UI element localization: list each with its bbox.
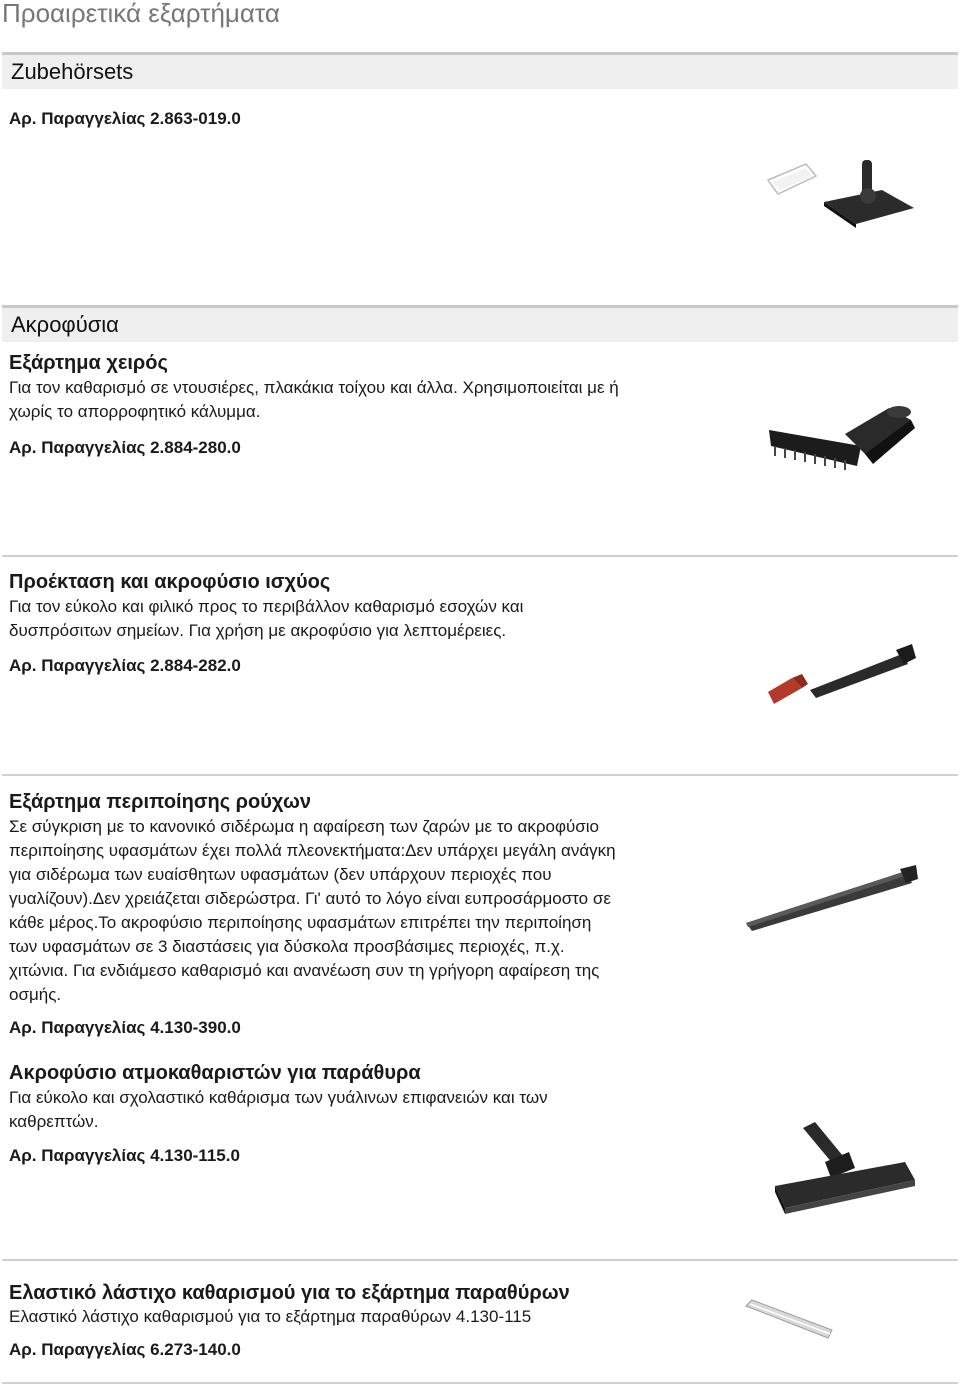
section-heading-accessory-sets: Zubehörsets [2, 52, 958, 89]
order-number: Αρ. Παραγγελίας 2.884-282.0 [9, 656, 241, 675]
power-nozzle-extension-icon [762, 640, 922, 710]
hand-brush-nozzle-icon [765, 400, 925, 500]
order-number: Αρ. Παραγγελίας 2.863-019.0 [9, 109, 241, 128]
item-description-line: κάθε μέρος.Το ακροφύσιο περιποίησης υφασμάτων επιτρέπει την περιποίηση [9, 913, 592, 932]
item-description-line: Για εύκολο και σχολαστικό καθάρισμα των γυάλινων επιφανειών και των [9, 1088, 548, 1107]
item-title: Εξάρτημα περιποίησης ρούχων [9, 791, 312, 813]
item-description-line: Για τον εύκολο και φιλικό προς το περιβάλλον καθαρισμό εσοχών και [9, 597, 524, 616]
order-number: Αρ. Παραγγελίας 4.130-390.0 [9, 1018, 241, 1037]
item-description-line: οσμής. [9, 985, 62, 1004]
order-number: Αρ. Παραγγελίας 2.884-280.0 [9, 438, 241, 457]
item-description-line: Ελαστικό λάστιχο καθαρισμού για το εξάρτημα παραθύρων 4.130-115 [9, 1307, 532, 1326]
item-description-line: χιτώνια. Για ενδιάμεσο καθαρισμό και ανανέωση συν τη γρήγορη αφαίρεση της [9, 961, 600, 980]
item-description-line: δυσπρόσιτων σημείων. Για χρήση με ακροφύσιο για λεπτομέρειες. [9, 621, 507, 640]
divider [2, 1259, 958, 1261]
item-description-line: Σε σύγκριση με το κανονικό σιδέρωμα η αφαίρεση των ζαρών με το ακροφύσιο [9, 817, 600, 836]
item-title: Εξάρτημα χειρός [9, 352, 168, 374]
rubber-squeegee-blade-icon [742, 1296, 842, 1344]
item-description-line: καθρεπτών. [9, 1112, 99, 1131]
divider [2, 1382, 958, 1384]
order-number: Αρ. Παραγγελίας 6.273-140.0 [9, 1340, 241, 1359]
item-description-line: των υφασμάτων σε 3 διαστάσεις για δύσκολα προσβάσιμες περιοχές, π.χ. [9, 937, 565, 956]
item-description-line: περιποίησης υφασμάτων έχει πολλά πλεονεκτήματα:Δεν υπάρχει μεγάλη ανάγκη [9, 841, 616, 860]
window-nozzle-icon [765, 1122, 925, 1222]
divider [2, 774, 958, 776]
item-title: Ακροφύσιο ατμοκαθαριστών για παράθυρα [9, 1062, 421, 1084]
item-description-line: γυαλίζουν).Δεν χρειάζεται σιδερώστρα. Γι' αυτό το λόγο είναι ευπροσάρμοστο σε [9, 889, 611, 908]
item-description-line: Για τον καθαρισμό σε ντουσιέρες, πλακάκια τοίχου και άλλα. Χρησιμοποιείται με ή [9, 378, 619, 397]
divider [2, 555, 958, 557]
item-description-line: χωρίς το απορροφητικό κάλυμμα. [9, 402, 261, 421]
item-description-line: για σιδέρωμα των ευαίσθητων υφασμάτων (δεν υπάρχουν περιοχές που [9, 865, 552, 884]
order-number: Αρ. Παραγγελίας 4.130-115.0 [9, 1146, 240, 1165]
item-title: Προέκταση και ακροφύσιο ισχύος [9, 571, 331, 593]
page-title: Προαιρετικά εξαρτήματα [2, 0, 280, 28]
item-title: Ελαστικό λάστιχο καθαρισμού για το εξάρτημα παραθύρων [9, 1282, 570, 1304]
section-heading-nozzles: Ακροφύσια [2, 305, 958, 342]
mop-head-with-pad-icon [762, 150, 922, 230]
textile-nozzle-icon [740, 865, 920, 935]
